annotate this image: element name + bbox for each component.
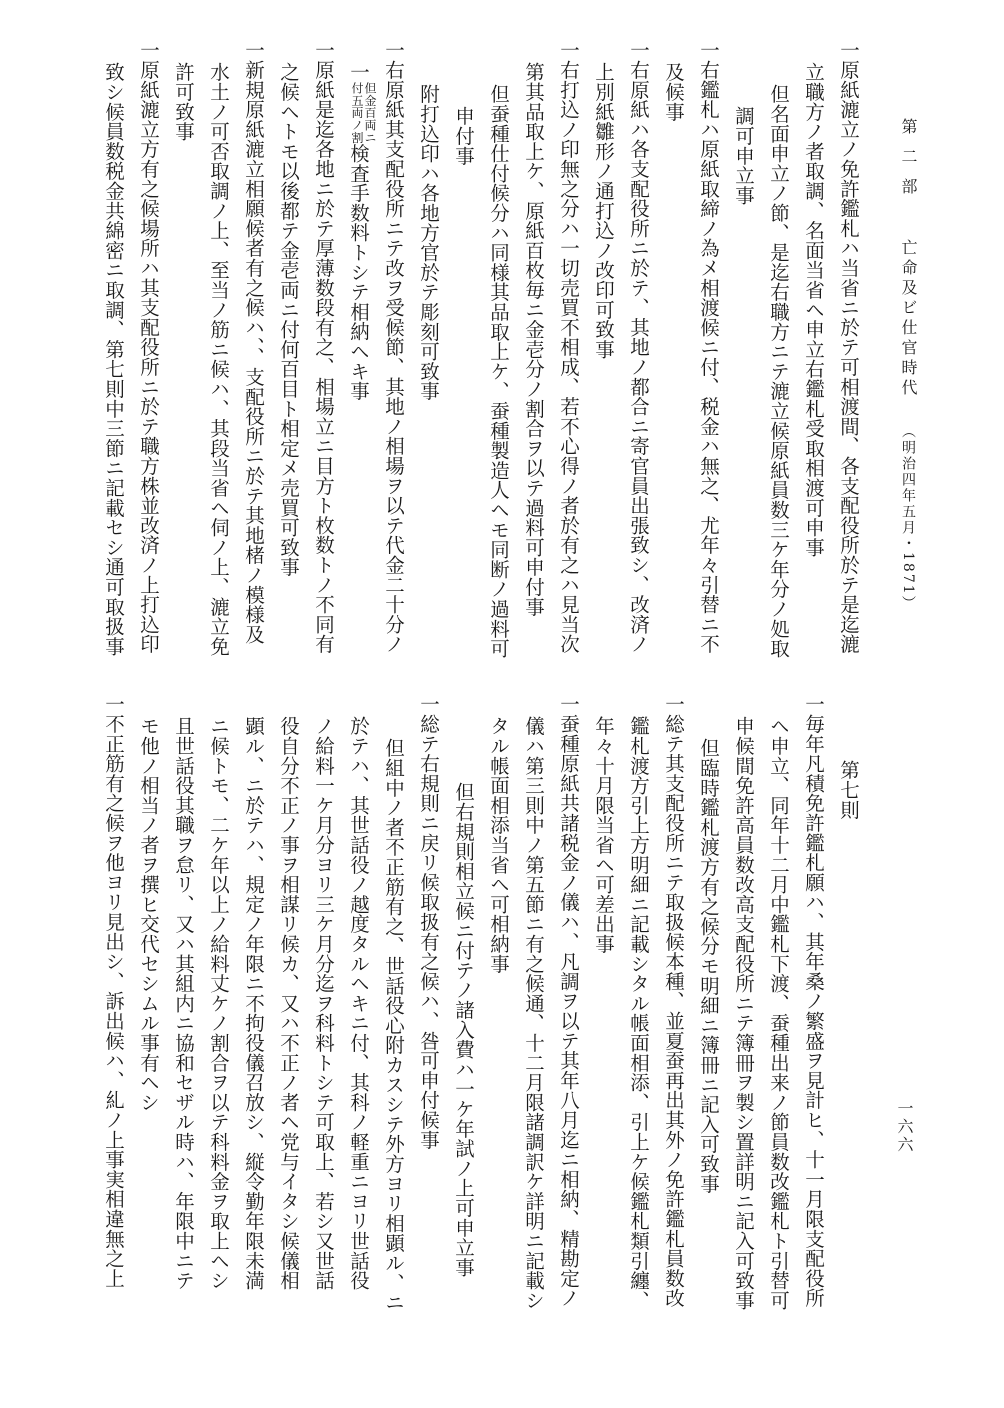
text-line: 顕ル、ニ於テハ、規定ノ年限ニ不拘役儀召放シ、縦令勤年限未満: [242, 716, 265, 1291]
text-line: 役自分不正ノ事ヲ相謀リ候カ、又ハ不正ノ者ヘ党与イタシ候儀相: [277, 716, 300, 1291]
text-line: 第其品取上ケ、原紙百枚毎ニ金壱分ノ割合ヲ以テ過料可申付事: [522, 62, 545, 617]
text-line: 但臨時鑑札渡方有之候分モ明細ニ簿冊ニ記入可致事: [697, 738, 720, 1194]
text-line: ノ給料一ケ月分ヨリ三ケ月分迄ヲ科料トシテ可取上、若シ又世話: [312, 716, 335, 1291]
text-line: 一総テ右規則ニ戻リ候取扱有之候ハ、咎可申付候事: [417, 694, 440, 1150]
text-line: 鑑札渡方引上方明細ニ記載シタル帳面相添、引上ケ候鑑札類引纏、: [627, 716, 650, 1310]
text-line: 許可致事: [172, 62, 195, 142]
text-line: 一不正筋有之候ヲ他ヨリ見出シ、訴出候ハ、糺ノ上事実相違無之上: [102, 694, 125, 1288]
era-label: （明治四年五月・1871）: [900, 424, 916, 612]
text-line: ニ候トモ、二ケ年以上ノ給料丈ケノ割合ヲ以テ科料金ヲ取上ヘシ: [207, 716, 230, 1291]
text-line: 致シ候員数税金共綿密ニ取調、第七則中三節ニ記載セシ通可取扱事: [102, 62, 125, 656]
text-line: 之候ヘトモ以後都テ金壱両ニ付何百目ト相定メ売買可致事: [277, 62, 300, 577]
text-line: 一蚕種原紙共諸税金ノ儀ハ、凡調ヲ以テ其年八月迄ニ相納、精勘定ノ: [557, 694, 580, 1308]
text-line: 但名面申立ノ節、是迄右職方ニテ漉立候原紙員数三ケ年分ノ処取: [767, 84, 790, 659]
text-fragment: 検査手数料トシテ相納ヘキ事: [347, 143, 370, 401]
text-line: 一右打込ノ印無之分ハ一切売買不相成、若不心得ノ者於有之ハ見当次: [557, 40, 580, 654]
text-line: 但組中ノ者不正筋有之、世話役心附カスシテ外方ヨリ相顕ル、ニ: [382, 738, 405, 1313]
text-line: 一右原紙ハ各支配役所ニ於テ、其地ノ都合ニ寄官員出張致シ、改済ノ: [627, 40, 650, 654]
section-heading: 第七則: [837, 760, 860, 820]
inline-note: [350, 82, 376, 144]
text-line: 水土ノ可否取調ノ上、至当ノ筋ニ候ハ、其段当省ヘ伺ノ上、漉立免: [207, 62, 230, 656]
part-label: 第二部: [899, 118, 918, 208]
text-line-with-note: [341, 40, 376, 660]
text-line: 一右原紙其支配役所ニテ改ヲ受候節、其地ノ相場ヲ以テ代金二十分ノ: [382, 40, 405, 654]
text-line: 年々十月限当省ヘ可差出事: [592, 716, 615, 954]
page-number: 一六六: [895, 1100, 914, 1154]
text-line: 且世話役其職ヲ怠リ、又ハ其組内ニ協和セザル時ハ、年限中ニテ: [172, 716, 195, 1291]
lower-text-block: [96, 694, 866, 1374]
text-line: 儀ハ第三則中ノ第五節ニ有之候通、十二月限諸調訳ケ詳明ニ記載シ: [522, 716, 545, 1310]
upper-text-block: [96, 40, 866, 660]
text-line: 申候間免許高員数改高支配役所ニテ簿冊ヲ製シ置詳明ニ記入可致事: [732, 716, 755, 1310]
text-line: 但蚕種仕付候分ハ同様其品取上ケ、蚕種製造人ヘモ同断ノ過料可: [487, 84, 510, 659]
text-line: 申付事: [452, 106, 475, 166]
inline-note-line: 但金百両ニ: [363, 81, 377, 144]
text-line: 一新規原紙漉立相願候者有之候ハ、、支配役所ニ於テ其地楮ノ模様及: [242, 40, 265, 645]
text-line: 一毎年凡積免許鑑札願ハ、其年桑ノ繁盛ヲ見計ヒ、十一月限支配役所: [802, 694, 825, 1308]
text-line: 立職方ノ者取調、名面当省ヘ申立右鑑札受取相渡可申事: [802, 62, 825, 557]
text-line: 於テハ、其世話役ノ越度タルヘキニ付、其科ノ軽重ニヨリ世話役: [347, 716, 370, 1291]
text-line: 一原紙是迄各地ニ於テ厚薄数段有之、相場立ニ目方ト枚数トノ不同有: [312, 40, 335, 654]
text-line: タル帳面相添当省ヘ可相納事: [487, 716, 510, 974]
text-line: 上別紙雛形ノ通打込ノ改印可致事: [592, 62, 615, 359]
chapter-title: 亡命及ビ仕官時代: [899, 239, 918, 400]
text-line: 調可申立事: [732, 106, 755, 205]
text-line: ヘ申立、同年十二月中鑑札下渡、蚕種出来ノ節員数改鑑札ト引替可: [767, 716, 790, 1310]
text-line: モ他ノ相当ノ者ヲ撰ヒ交代セシムル事有ヘシ: [137, 716, 160, 1112]
text-line: 但右規則相立候ニ付テノ諸入費ハ一ケ年試ノ上可申立事: [452, 782, 475, 1277]
text-line: 一総テ其支配役所ニテ取扱候本種、並夏蚕再出其外ノ免許鑑札員数改: [662, 694, 685, 1308]
text-fragment: 一: [347, 62, 370, 82]
text-line: 附打込印ハ各地方官於テ彫刻可致事: [417, 84, 440, 401]
text-line: 及候事: [662, 62, 685, 122]
text-line: 一原紙漉立方有之候場所ハ其支配役所ニ於テ職方株並改済ノ上打込印: [137, 40, 160, 654]
inline-note-line: 付五両ノ割: [350, 81, 364, 144]
running-header: [900, 118, 916, 612]
text-line: 一原紙漉立ノ免許鑑札ハ当省ニ於テ可相渡間、各支配役所於テ是迄漉: [837, 40, 860, 654]
text-line: 一右鑑札ハ原紙取締ノ為メ相渡候ニ付、税金ハ無之、尤年々引替ニ不: [697, 40, 720, 654]
